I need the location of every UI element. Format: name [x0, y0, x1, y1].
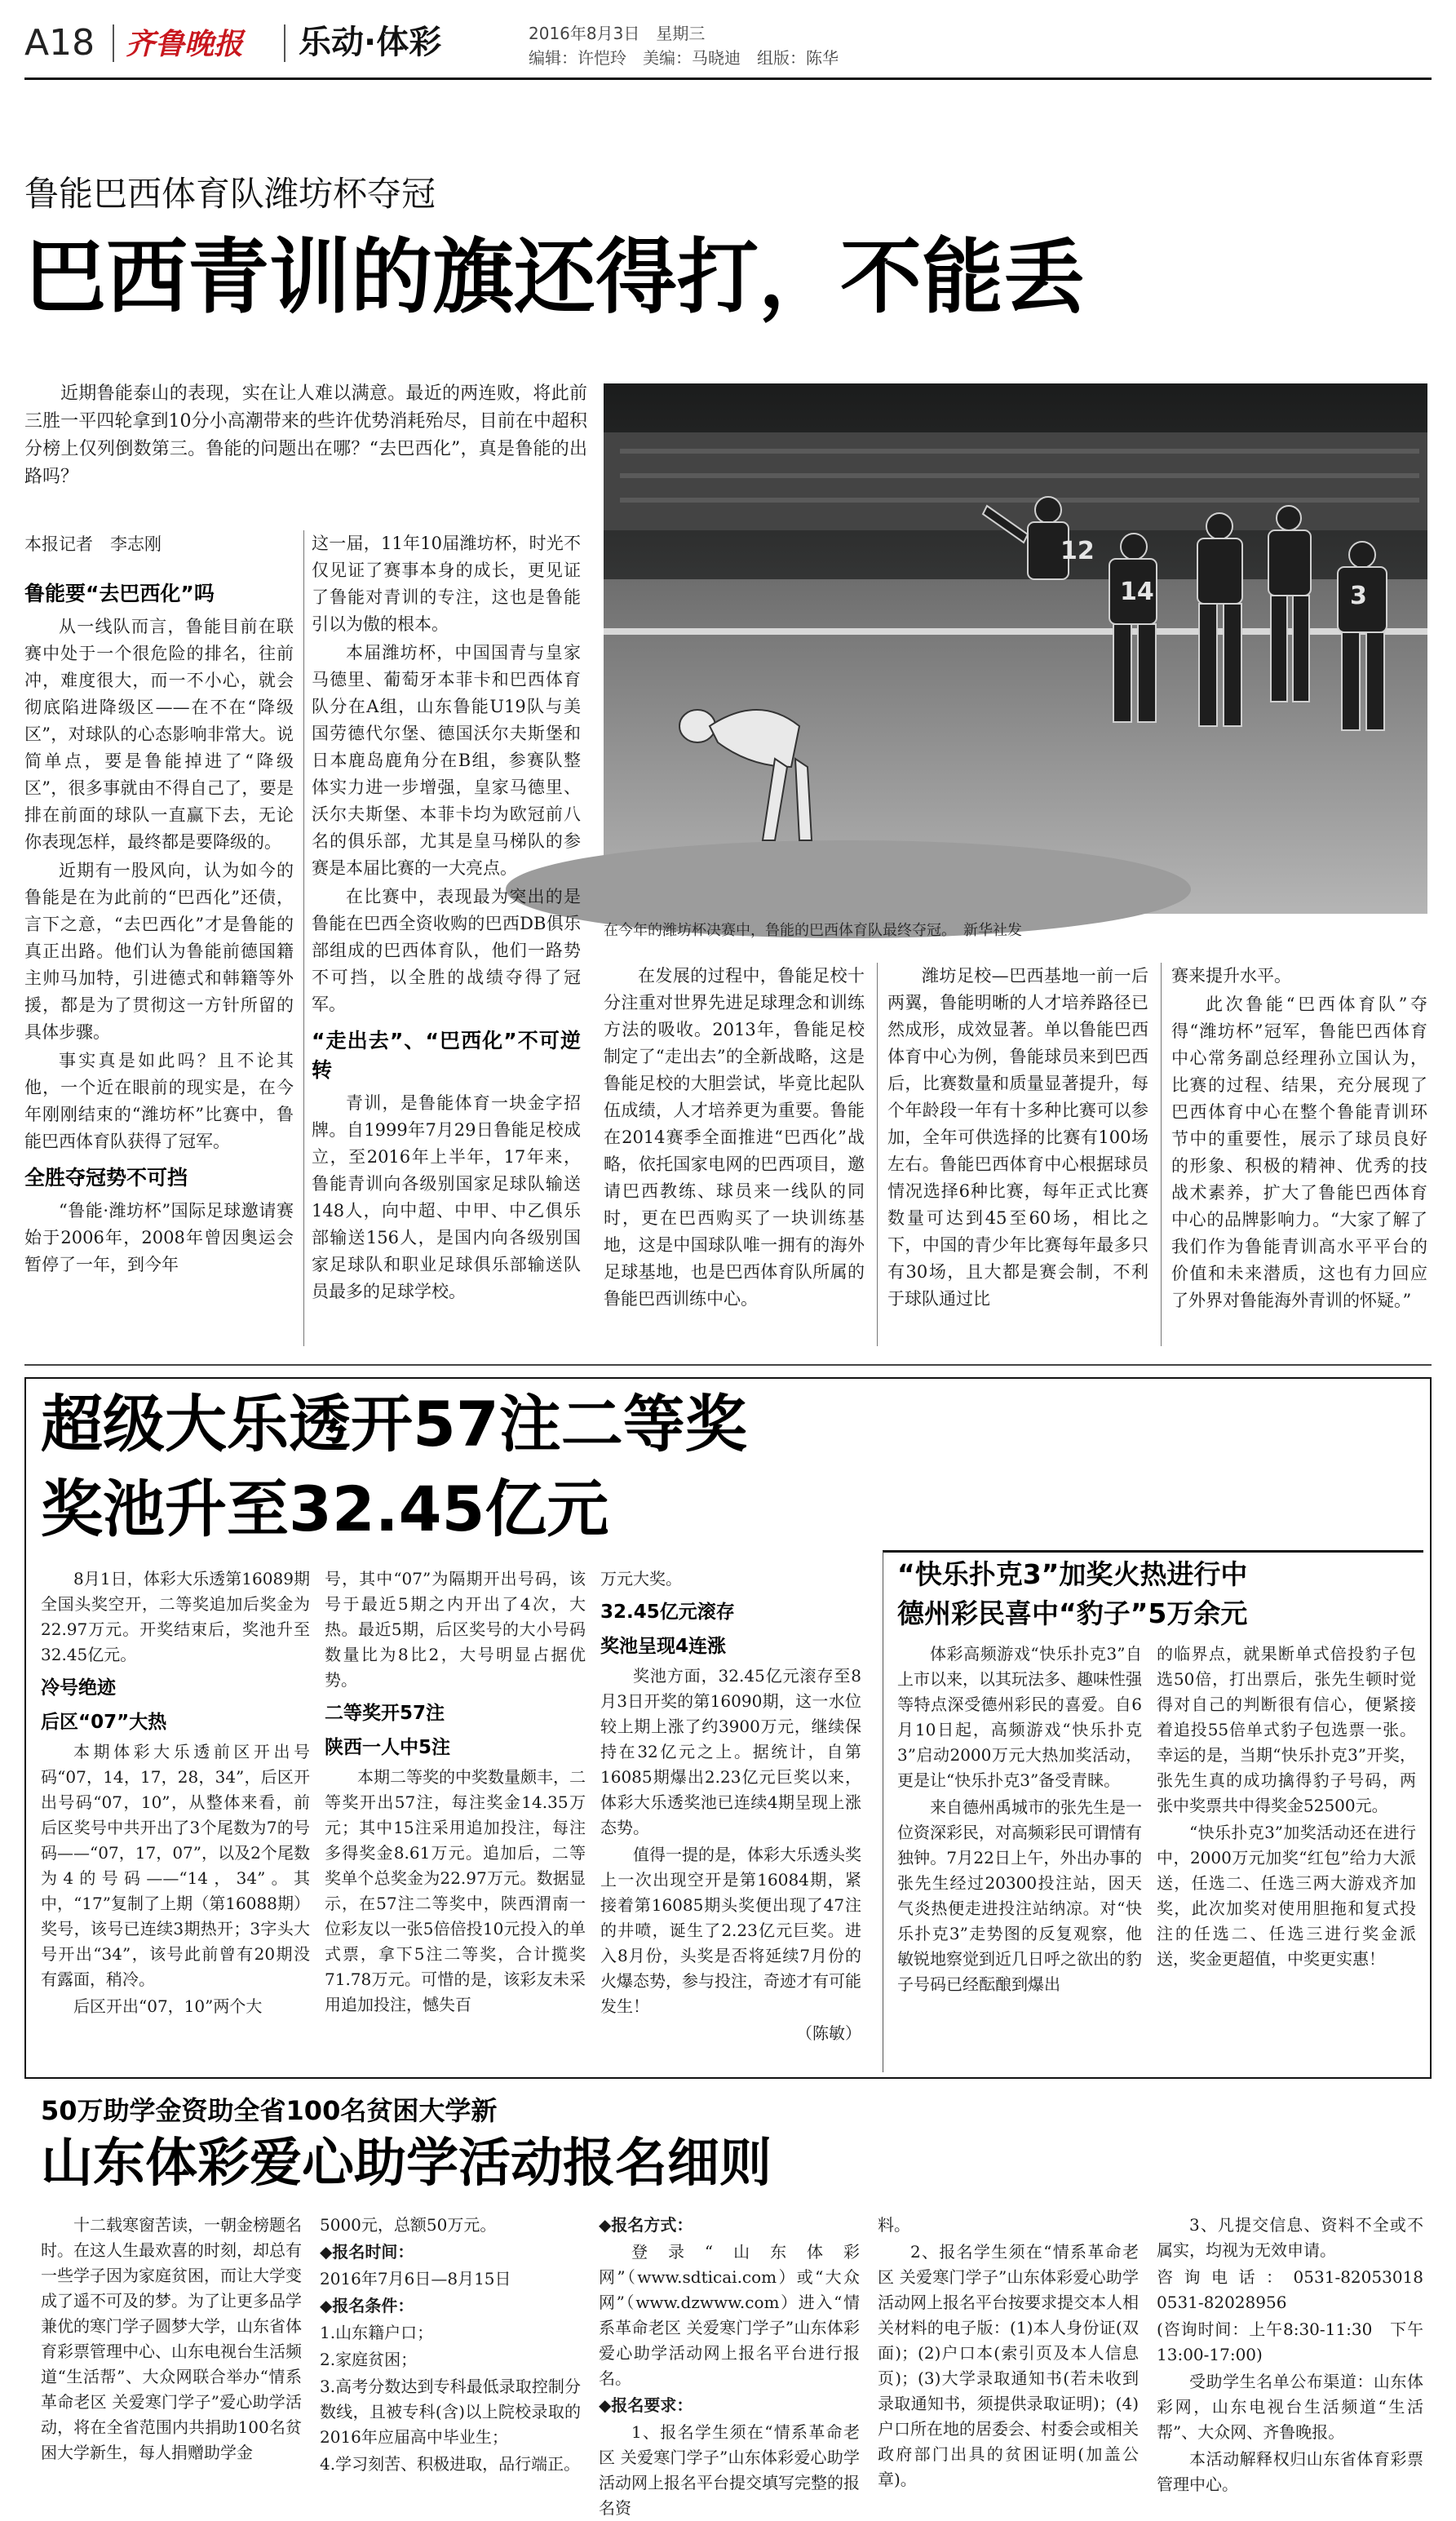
article1-lead	[24, 380, 587, 503]
body-paragraph: 1、报名学生须在“情系革命老区 关爱寒门学子”山东体彩爱心助学活动网上报名平台提交填写完整的报名资	[599, 2422, 860, 2518]
lead-paragraph: 近期鲁能泰山的表现，实在让人难以满意。最近的两连败，将此前三胜一平四轮拿到10分小高潮带来的些许优势消耗殆尽，目前在中超积分榜上仅列倒数第三。鲁能的问题出在哪？“去巴西化”，真是鲁能的出路吗？	[24, 383, 587, 487]
news-photo	[604, 383, 1427, 914]
article1-col4	[887, 963, 1148, 1354]
issue-date: 2016年8月3日 星期三	[529, 24, 706, 43]
subhead: “走出去”、“巴西化”不可逆转	[312, 1029, 581, 1082]
subhead: 冷号绝迹	[41, 1677, 116, 1699]
article3-col2	[320, 2213, 581, 2490]
body-paragraph: 在发展的过程中，鲁能足校十分注重对世界先进足球理念和训练方法的吸收。2013年，鲁能足校制定了“走出去”的全新战略，这是鲁能足校的大胆尝试，毕竟比起队伍成绩，人才培养更为重要。鲁能在2014赛季全面推进“巴西化”战略，依托国家电网的巴西项目，邀请巴西教练、球员来一线队的同时，更在巴西购买了一块训练基地，这是中国球队唯一拥有的海外足球基地，也是巴西体育队所属的鲁能巴西训练中心。	[604, 966, 865, 1309]
page-header	[24, 16, 1432, 73]
article1-col3	[604, 963, 865, 1354]
svg-text:14: 14	[1120, 578, 1154, 606]
subhead: 后区“07”大热	[41, 1712, 167, 1733]
page-number: A18	[24, 22, 95, 64]
article3-col5	[1157, 2213, 1440, 2494]
body-paragraph: 3.高考分数达到专科最低录取控制分数线，且被专科(含)以上院校录取的2016年应届高中毕业生；	[320, 2377, 581, 2447]
section-label: ◆报名方式：	[599, 2215, 693, 2235]
body-paragraph: 奖池方面，32.45亿元滚存至8月3日开奖的第16090期，这一水位较上期上涨了约3900万元，继续保持在32亿元之上。据统计，自第16085期爆出2.23亿元巨奖以来，体彩大乐透奖池已连续4期呈现上涨态势。	[600, 1666, 861, 1837]
body-paragraph: 从一线队而言，鲁能目前在联赛中处于一个很危险的排名，往前冲，难度很大，而一不小心，就会彻底陷进降级区——在不在“降级区”，对球队的心态影响非常大。说简单点，要是鲁能掉进了“降级区”，很多事就由不得自己了，要是排在前面的球队一直赢下去，无论你表现怎样，最终都是要降级的。	[24, 617, 294, 852]
body-paragraph: “快乐扑克3”加奖活动还在进行中，2000万元加奖“红包”给力大派送，任选二、任选三两大游戏齐加奖，此次加奖对使用胆拖和复式投注的任选二、任选三进行奖金派送，奖金更超值，中奖更实惠！	[1157, 1823, 1416, 1969]
photo-scene	[604, 383, 1427, 914]
article1-col2	[312, 530, 581, 1354]
body-paragraph: 青训，是鲁能体育一块金字招牌。自1999年7月29日鲁能足校成立，至2016年上半年，17年来，鲁能青训向各级别国家足球队输送148人，向中超、中甲、中乙俱乐部输送156人，是国内向各级别国家足球队和职业足球俱乐部输送队员最多的足球学校。	[312, 1093, 581, 1301]
body-paragraph: 的临界点，就果断单式倍投豹子包选50倍，打出票后，张先生顿时觉得对自己的判断很有信心，便紧接着追投55倍单式豹子包选票一张。幸运的是，当期“快乐扑克3”开奖，张先生真的成功擒得豹子号码，两张中奖票共中得奖金52500元。	[1157, 1644, 1416, 1815]
body-paragraph: 体彩高频游戏“快乐扑克3”自上市以来，以其玩法多、趣味性强等特点深受德州彩民的喜爱。自6月10日起，高频游戏“快乐扑克3”启动2000万元大热加奖活动，更是让“快乐扑克3”备受青睐。	[897, 1644, 1142, 1790]
body-paragraph: 2、报名学生须在“情系革命老区 关爱寒门学子”山东体彩爱心助学活动网上报名平台按要求提交本人相关材料的电子版：(1)本人身份证(双面)；(2)户口本(索引页及本人信息页)；(3)大学录取通知书(若未收到录取通知书，须提供录取证明)；(4)户口所在地的居委会、村委会或相关政府部门出具的贫困证明(加盖公章)。	[878, 2242, 1139, 2489]
body-paragraph: 十二载寒窗苦读，一朝金榜题名时。在这人生最欢喜的时刻，却总有一些学子因为家庭贫困，而让大学变成了遥不可及的梦。为了让更多品学兼优的寒门学子圆梦大学，山东省体育彩票管理中心、山东电视台生活频道“生活帮”、大众网联合举办“情系革命老区 关爱寒门学子”爱心助学活动，将在全省范围内共捐助100名贫困大学新生，每人捐赠助学金	[41, 2215, 302, 2462]
body-paragraph: 此次鲁能“巴西体育队”夺得“潍坊杯”冠军，鲁能巴西体育中心常务副总经理孙立国认为，比赛的过程、结果，充分展现了巴西体育中心在整个鲁能青训环节中的重要性，展示了球员良好的形象、积极的精神、优秀的技战术素养，扩大了鲁能巴西体育中心的品牌影响力。“大家了解了我们作为鲁能青训高水平平台的价值和未来潜质，这也有力回应了外界对鲁能海外青训的怀疑。”	[1171, 995, 1427, 1310]
body-paragraph: 受助学生名单公布渠道：山东体彩网，山东电视台生活频道“生活帮”、大众网、齐鲁晚报。	[1157, 2372, 1423, 2442]
body-paragraph: 事实真是如此吗？且不论其他，一个近在眼前的现实是，在今年刚刚结束的“潍坊杯”比赛中，鲁能巴西体育队获得了冠军。	[24, 1051, 294, 1151]
section-label: ◆报名时间：	[320, 2242, 414, 2262]
header-rule	[24, 78, 1432, 80]
svg-text:12: 12	[1060, 537, 1095, 565]
paper-logo: 齐鲁晚报	[126, 27, 244, 61]
column-divider	[303, 530, 304, 1346]
article1-headline: 巴西青训的旗还得打，不能丢	[24, 229, 1085, 325]
article3-kicker: 50万助学金资助全省100名贫困大学新	[41, 2095, 498, 2126]
contact-phone: 咨询电话：0531-82053018 0531-82028956	[1157, 2267, 1440, 2312]
subhead: 32.45亿元滚存	[600, 1602, 735, 1623]
sidebar-col1	[897, 1642, 1142, 2070]
body-paragraph: 潍坊足校—巴西基地一前一后两翼，鲁能明晰的人才培养路径已然成形，成效显著。单以鲁能巴西体育中心为例，鲁能球员来到巴西后，比赛数量和质量显著提升，每个年龄段一年有十多种比赛可以参加，全年可供选择的比赛有100场左右。鲁能巴西体育中心根据球员情况选择6种比赛，每年正式比赛数量可达到45至60场，相比之下，中国的青少年比赛每年最多只有30场，且大都是赛会制，不利于球队通过比	[887, 966, 1148, 1309]
subhead: 奖池呈现4连涨	[600, 1636, 727, 1657]
sidebar-title-line1: “快乐扑克3”加奖火热进行中	[897, 1558, 1248, 1590]
section-rule	[24, 1364, 1432, 1366]
article2-col1	[41, 1566, 310, 2072]
body-paragraph: 2.家庭贫困；	[320, 2350, 418, 2369]
author-tag: （陈敏）	[796, 2023, 861, 2043]
article3-col3	[599, 2213, 860, 2518]
body-paragraph: 2016年7月6日—8月15日	[320, 2269, 511, 2288]
section-label: ◆报名条件：	[320, 2296, 414, 2315]
body-paragraph: “鲁能·潍坊杯”国际足球邀请赛始于2006年，2008年曾因奥运会暂停了一年，到今年	[24, 1201, 294, 1274]
body-paragraph: 本期二等奖的中奖数量颇丰，二等奖开出57注，每注奖金14.35万元；其中15注采用追加投注，每注多得奖金8.61万元。追加后，二等奖单个总奖金为22.97万元。数据显示，在57注二等奖中，陕西渭南一位彩友以一张5倍倍投10元投入的单式票，拿下5注二等奖，合计揽奖71.78万元。可惜的是，该彩友未采用追加投注，憾失百	[325, 1767, 586, 2014]
photo-caption: 在今年的潍坊杯决赛中，鲁能的巴西体育队最终夺冠。 新华社发	[604, 922, 1022, 939]
svg-text:3: 3	[1350, 582, 1367, 610]
article3-col4	[878, 2213, 1139, 2490]
body-paragraph: 1.山东籍户口；	[320, 2323, 434, 2342]
section-label: ◆报名要求：	[599, 2395, 693, 2415]
subhead: 陕西一人中5注	[325, 1737, 451, 1758]
body-paragraph: 后区开出“07，10”两个大	[73, 1996, 263, 2016]
article2-headline-line2: 奖池升至32.45亿元	[41, 1473, 609, 1545]
body-paragraph: 赛来提升水平。	[1171, 966, 1291, 986]
article1-col1	[24, 571, 294, 1354]
subhead: 全胜夺冠势不可挡	[24, 1166, 188, 1190]
contact-hours: (咨询时间：上午8:30-11:30 下午13:00-17:00)	[1157, 2319, 1423, 2364]
body-paragraph: 这一届，11年10届潍坊杯，时光不仅见证了赛事本身的成长，更见证了鲁能对青训的专注，这也是鲁能引以为傲的根本。	[312, 534, 581, 634]
body-paragraph: 4.学习刻苦、积极进取，品行端正。	[320, 2454, 581, 2474]
column-divider	[877, 963, 878, 1346]
article3-col1	[41, 2213, 302, 2490]
subhead: 二等奖开57注	[325, 1703, 445, 1724]
column-divider	[1161, 963, 1162, 1346]
article2-col3	[600, 1566, 861, 2072]
body-paragraph: 本期体彩大乐透前区开出号码“07，14，17，28，34”，后区开出号码“07，10”，从整体来看，前后区奖号中共开出了3个尾数为7的号码——“07，17，07”，以及2个尾数为4的号码——“14，34”。其中，“17”复制了上期（第16088期）奖号，该号已连续3期热开；3字头大号开出“34”，该号此前曾有20期没有露面，稍冷。	[41, 1742, 310, 1989]
article1-byline: 本报记者 李志刚	[24, 534, 162, 554]
subhead: 鲁能要“去巴西化”吗	[24, 582, 215, 605]
article3-headline: 山东体彩爱心助学活动报名细则	[41, 2133, 772, 2194]
body-paragraph: 在比赛中，表现最为突出的是鲁能在巴西全资收购的巴西DB俱乐部组成的巴西体育队，他们一路势不可挡，以全胜的战绩夺得了冠军。	[312, 887, 581, 1014]
header-divider	[284, 24, 285, 62]
body-paragraph: 本届潍坊杯，中国国青与皇家马德里、葡萄牙本菲卡和巴西体育队分在A组，山东鲁能U19队与美国劳德代尔堡、德国沃尔夫斯堡和日本鹿岛鹿角分在B组，参赛队整体实力进一步增强，皇家马德里、沃尔夫斯堡、本菲卡均为欧冠前八名的俱乐部，尤其是皇马梯队的参赛是本届比赛的一大亮点。	[312, 643, 581, 878]
body-paragraph: 来自德州禹城市的张先生是一位资深彩民，对高频彩民可谓情有独钟。7月22日上午，外出办事的张先生经过20300投注站，因天气炎热便走进投注站纳凉。对“快乐扑克3”走势图的反复观察，他敏锐地察觉到近几日呼之欲出的豹子号码已经酝酿到爆出	[897, 1797, 1142, 1994]
body-paragraph: 万元大奖。	[600, 1569, 682, 1588]
body-paragraph: 近期有一股风向，认为如今的鲁能是在为此前的“巴西化”还债，言下之意，“去巴西化”才是鲁能的真正出路。他们认为鲁能前德国籍主帅马加特，引进德式和韩籍等外援，都是为了贯彻这一方针所留的具体步骤。	[24, 861, 294, 1042]
sidebar-title-line2: 德州彩民喜中“豹子”5万余元	[897, 1597, 1248, 1629]
body-paragraph: 号，其中“07”为隔期开出号码，该号于最近5期之内开出了4次，大热。最近5期，后区奖号的大小号码数量比为8比2，大号明显占据优势。	[325, 1569, 586, 1690]
sidebar-col2	[1157, 1642, 1416, 2070]
section-title: 乐动·体彩	[299, 24, 442, 61]
article1-kicker: 鲁能巴西体育队潍坊杯夺冠	[24, 174, 436, 214]
editor-credits: 编辑：许恺玲 美编：马晓迪 组版：陈华	[529, 48, 839, 68]
header-divider	[113, 24, 114, 62]
body-paragraph: 8月1日，体彩大乐透第16089期全国头奖空开，二等奖追加后奖金为22.97万元。开奖结束后，奖池升至32.45亿元。	[41, 1569, 310, 1664]
body-paragraph: 值得一提的是，体彩大乐透头奖上一次出现空开是第16084期，紧接着第16085期头奖便出现了47注的井喷，诞生了2.23亿元巨奖。进入8月份，头奖是否将延续7月份的火爆态势，参与投注，奇迹才有可能发生！	[600, 1845, 861, 2016]
body-paragraph: 料。	[878, 2215, 910, 2235]
article1-col5	[1171, 963, 1427, 1354]
body-paragraph: 5000元，总额50万元。	[320, 2215, 497, 2235]
body-paragraph: 登录“山东体彩网”（www.sdticai.com）或“大众网”（www.dzwww.com）进入“情系革命老区 关爱寒门学子”山东体彩爱心助学活动网上报名平台进行报名。	[599, 2242, 860, 2388]
article2-headline-line1: 超级大乐透开57注二等奖	[41, 1388, 747, 1460]
article2-col2	[325, 1566, 586, 2072]
body-paragraph: 本活动解释权归山东省体育彩票管理中心。	[1157, 2449, 1423, 2494]
body-paragraph: 3、凡提交信息、资料不全或不属实，均视为无效申请。	[1157, 2215, 1423, 2260]
